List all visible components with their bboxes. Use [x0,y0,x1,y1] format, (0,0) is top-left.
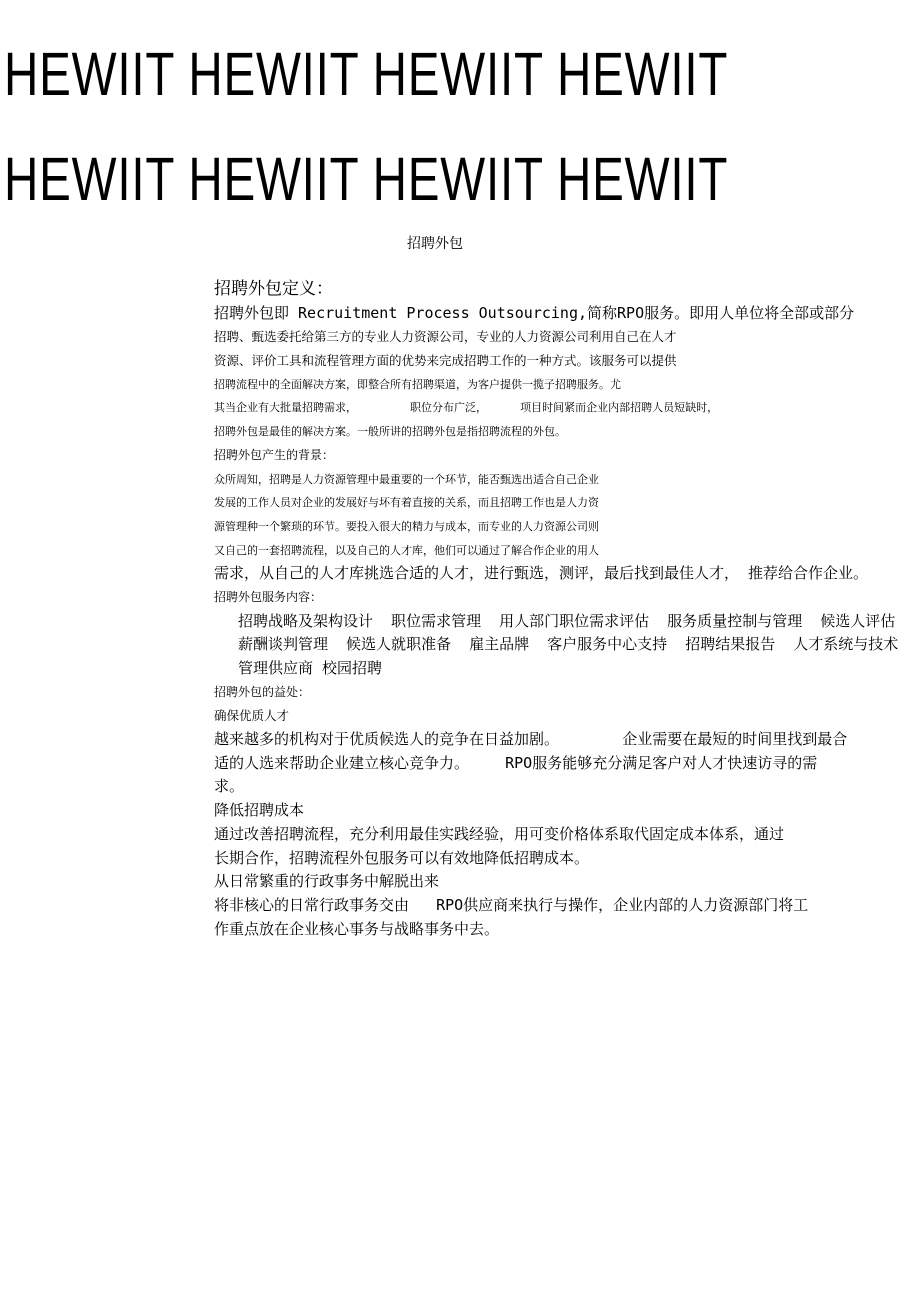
text-line: 从日常繁重的行政事务中解脱出来 [214,872,440,891]
text-line: 管理供应商 校园招聘 [238,659,383,677]
text-line: 长期合作，招聘流程外包服务可以有效地降低招聘成本。 [214,848,590,867]
text-line: 招聘外包是最佳的解决方案。一般所讲的招聘外包是指招聘流程的外包。 [214,425,566,439]
text-line: 众所周知，招聘是人力资源管理中最重要的一个环节，能否甄选出适合自己企业 [214,472,599,486]
letterhead-text-row-1: HEWIIT HEWIIT HEWIIT HEWIIT [4,40,729,108]
text-line: 需求，从自己的人才库挑选合适的人才，进行甄选，测评，最后找到最佳人才， 推荐给合作企业。 [214,564,869,583]
text-line: 招聘外包的益处： [214,684,311,699]
text-line: 又自己的一套招聘流程，以及自己的人才库，他们可以通过了解合作企业的用人 [214,543,599,557]
text-line: 作重点放在企业核心事务与战略事务中去。 [214,919,500,938]
text-line: 招聘战略及架构设计 职位需求管理 用人部门职位需求评估 服务质量控制与管理 候选人评估 [238,611,896,630]
text-line: 源管理种一个繁琐的环节。要投入很大的精力与成本，而专业的人力资源公司则 [214,519,599,533]
document-title: 招聘外包 [407,236,463,252]
text-line: 招聘外包定义： [214,279,333,299]
text-line: 适的人选来帮助企业建立核心竞争力。 RPO服务能够充分满足客户对人才快速访寻的需 [214,753,818,772]
text-line: 求。 [214,777,245,796]
text-line: 招聘、甄选委托给第三方的专业人力资源公司，专业的人力资源公司利用自己在人才 [214,329,677,345]
text-line: 招聘外包服务内容： [214,589,323,604]
text-line: 招聘外包即 Recruitment Process Outsourcing,简称RPO服务。即用人单位将全部或部分 [214,303,855,322]
text-line: 通过改善招聘流程，充分利用最佳实践经验，用可变价格体系取代固定成本体系，通过 [214,824,785,843]
document-lines [214,278,920,941]
letterhead-text-row-2: HEWIIT HEWIIT HEWIIT HEWIIT [4,145,729,213]
text-line: 其当企业有大批量招聘需求， 职位分布广泛， 项目时间紧而企业内部招聘人员短缺时， [214,401,719,415]
text-line: 降低招聘成本 [214,801,305,820]
text-line: 招聘流程中的全面解决方案，即整合所有招聘渠道，为客户提供一揽子招聘服务。尤 [214,377,621,391]
text-line: 确保优质人才 [214,708,290,724]
text-line: 资源、评价工具和流程管理方面的优势来完成招聘工作的一种方式。该服务可以提供 [214,353,677,369]
document-body [214,232,920,941]
text-line: 越来越多的机构对于优质候选人的竞争在日益加剧。 企业需要在最短的时间里找到最合 [214,730,848,749]
text-line: 将非核心的日常行政事务交由 RPO供应商来执行与操作，企业内部的人力资源部门将工 [214,895,809,914]
text-line: 发展的工作人员对企业的发展好与坏有着直接的关系，而且招聘工作也是人力资 [214,496,599,510]
text-line: 薪酬谈判管理 候选人就职准备 雇主品牌 客户服务中心支持 招聘结果报告 人才系统与技术 [238,635,899,654]
text-line: 招聘外包产生的背景： [214,447,335,462]
